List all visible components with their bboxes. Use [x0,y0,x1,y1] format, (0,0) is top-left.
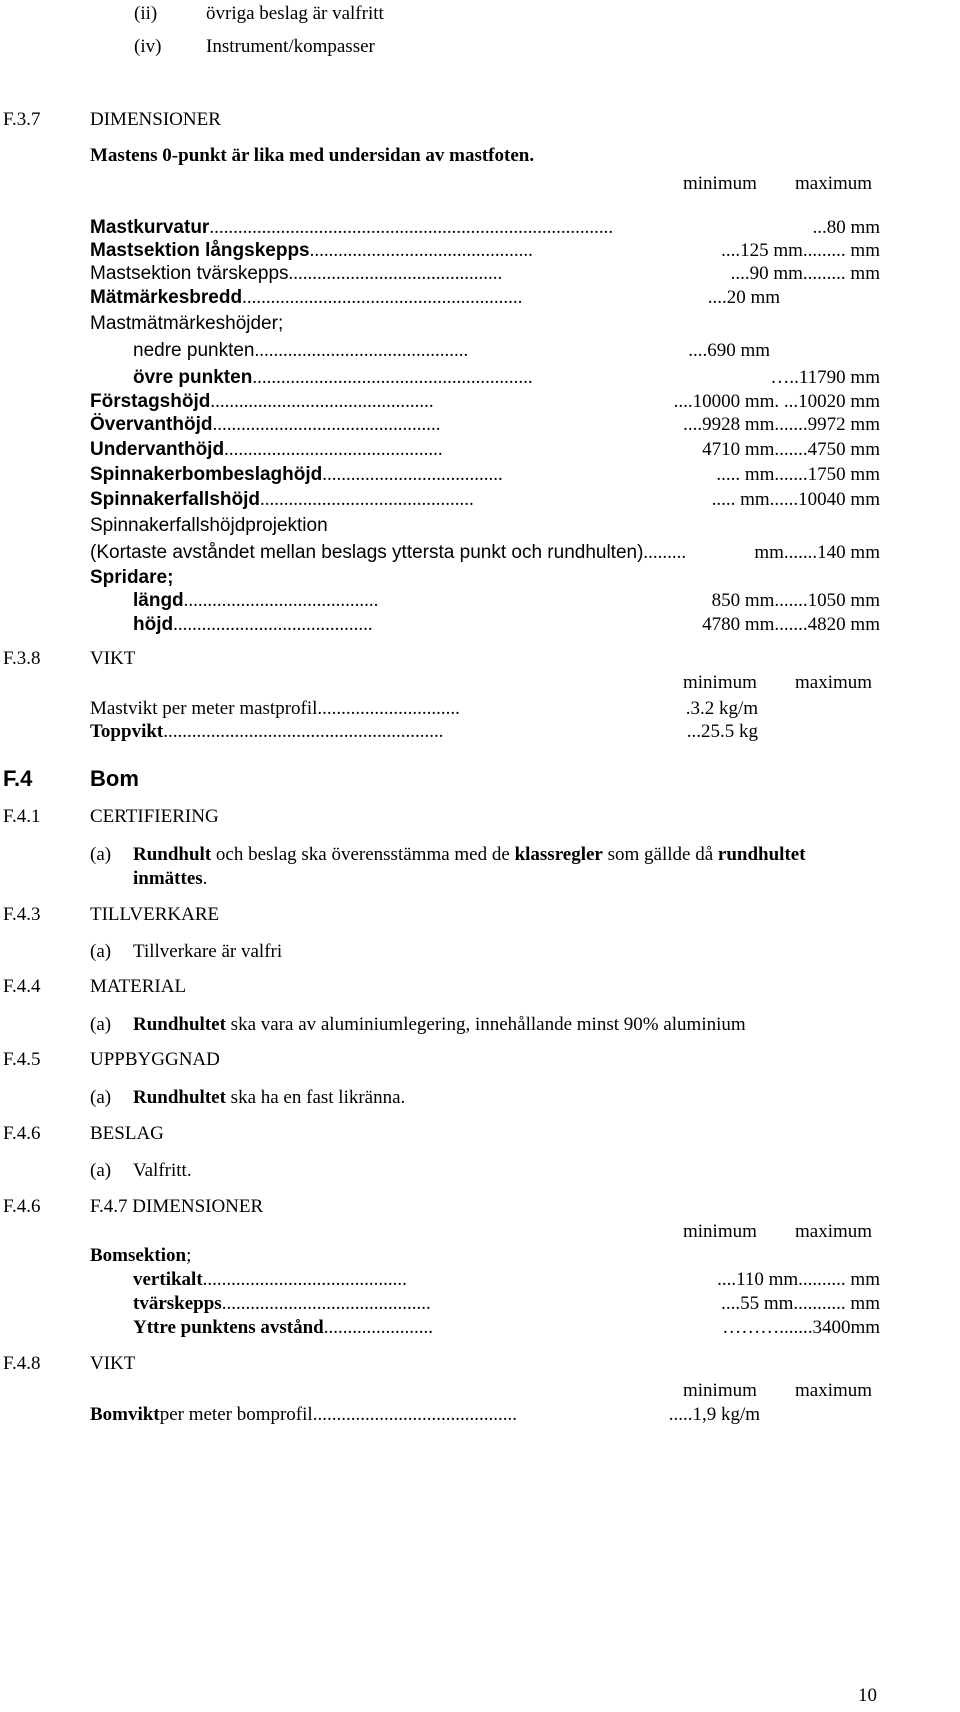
row-dots: ................................................ [212,415,441,434]
dim-row [90,218,880,237]
section-number: F.4.6 [3,1123,41,1144]
row-label: höjd [133,614,174,635]
row-label: Mastsektion tvärskepps [90,263,289,284]
col-header-min: minimum [683,173,757,194]
rule-part: . [202,868,208,889]
row-values: ...80 mm [812,217,880,238]
dim-row [90,440,880,459]
dim-row [133,591,880,610]
item-marker: (a) [90,1014,112,1035]
row-dots: ............................................ [221,1294,431,1313]
bomvikt-row [90,1405,760,1424]
col-header-min: minimum [683,1380,757,1401]
rule-part: ska ha en fast likränna. [225,1087,406,1108]
row-dots: ............................................. [259,490,474,509]
row-values: …..11790 mm [770,367,880,388]
section-title: VIKT [90,648,136,669]
row-values: ....9928 mm.......9972 mm [683,414,880,435]
row-values: ....90 mm......... mm [730,263,880,284]
row-label: Förstagshöjd [90,391,211,412]
dim-row [90,288,780,307]
dim-subheading: Spridare; [90,567,174,588]
dim-row [133,368,880,387]
row-dots: ............................................... [210,392,434,411]
dim-row [90,415,880,434]
row-dots: ........................................... [202,1270,407,1289]
row-label-rest: per meter bomprofil [159,1404,313,1425]
row-dots: ......... [643,543,687,562]
row-label: Mastsektion långskepps [90,240,310,261]
row-dots: ........................................................... [242,288,523,307]
row-label: Bomsektion [90,1245,187,1266]
dim-subheading: Spinnakerfallshöjdprojektion [90,515,328,536]
row-dots: ........................................... [312,1405,517,1424]
chapter-number: F.4 [3,766,33,791]
section-number: F.3.8 [3,648,41,669]
rule-text [133,1015,746,1034]
row-dots: ........................................................... [252,368,533,387]
dim-subheading: Mastmätmärkeshöjder; [90,313,284,334]
row-values: ....10000 mm. ...10020 mm [673,391,880,412]
section-title: DIMENSIONER [90,109,221,130]
rule-part: ska vara av aluminiumlegering, innehållande minst 90% aluminium [225,1014,746,1035]
section-title: F.4.7 DIMENSIONER [90,1196,264,1217]
row-label: nedre punkten [133,340,255,361]
rule-text [133,845,806,864]
row-label: Yttre punktens avstånd [133,1317,324,1338]
row-label: tvärskepps [133,1293,222,1314]
row-dots: ..................................................................................... [209,218,614,237]
row-dots: ......................................... [183,591,379,610]
row-dots: .............................................. [224,440,443,459]
dim-row [133,341,770,360]
row-label: övre punkten [133,367,253,388]
row-values: ……….......3400mm [722,1317,880,1338]
row-label: Spinnakerfallshöjd [90,489,260,510]
row-label: Toppvikt [90,721,164,742]
row-label: Övervanthöjd [90,414,213,435]
row-values: ....125 mm......... mm [721,240,880,261]
row-values: ....55 mm........... mm [721,1293,880,1314]
row-dots: ............................................. [254,341,469,360]
row-label: Mastkurvatur [90,217,210,238]
rule-term: Rundhultet [133,1014,226,1035]
dim-row [90,465,880,484]
row-values: ..... mm.......1750 mm [716,464,880,485]
row-dots: .............................. [317,699,460,718]
note-text: Mastens 0-punkt är lika med undersidan av mastfoten. [90,145,535,166]
row-suffix: ; [186,1245,192,1266]
row-label: Mastvikt per meter mastprofil [90,698,318,719]
section-title: TILLVERKARE [90,904,220,925]
section-title: MATERIAL [90,976,187,997]
rule-term: Rundhult [133,844,212,865]
col-header-min: minimum [683,672,757,693]
dim-row [90,264,880,283]
section-title: CERTIFIERING [90,806,219,827]
list-num-iv: (iv) [134,36,162,57]
rule-part: som gällde då [602,844,718,865]
bom-row [133,1270,880,1289]
rule-term: Rundhultet [133,1087,226,1108]
row-dots: ............................................... [309,241,533,260]
bom-row [133,1294,880,1313]
rule-part: och beslag ska överensstämma med de [211,844,515,865]
section-number: F.4.8 [3,1353,41,1374]
row-dots: ....................... [323,1318,433,1337]
row-label: Bomvikt [90,1404,160,1425]
row-values: .....1,9 kg/m [668,1404,760,1425]
vikt-row [90,722,758,741]
row-values: ..... mm......10040 mm [711,489,880,510]
section-title: VIKT [90,1353,136,1374]
list-text-iv: Instrument/kompasser [206,36,375,57]
col-header-max: maximum [795,672,873,693]
row-label: Undervanthöjd [90,439,225,460]
dim-row [90,490,880,509]
dim-row [133,615,880,634]
item-marker: (a) [90,844,112,865]
row-label: Mätmärkesbredd [90,287,243,308]
section-title: UPPBYGGNAD [90,1049,220,1070]
list-num-ii: (ii) [134,3,158,24]
row-values: .3.2 kg/m [685,698,758,719]
rule-term: klassregler [514,844,603,865]
col-header-max: maximum [795,173,873,194]
row-values: ....20 mm [707,287,780,308]
item-marker: (a) [90,941,112,962]
section-number: F.4.6 [3,1196,41,1217]
row-values: ...25.5 kg [686,721,758,742]
page-number: 10 [858,1685,877,1706]
row-label: Spinnakerbombeslaghöjd [90,464,323,485]
row-dots: ............................................. [288,264,503,283]
rule-text-cont [133,869,207,888]
dim-row [90,392,880,411]
list-text-ii: övriga beslag är valfritt [206,3,384,24]
row-values: mm.......140 mm [754,542,880,563]
row-values: 4780 mm.......4820 mm [702,614,880,635]
row-values: 850 mm.......1050 mm [711,590,880,611]
item-marker: (a) [90,1160,112,1181]
row-dots: ........................................................... [163,722,444,741]
section-number: F.4.4 [3,976,41,997]
bom-row [133,1318,880,1337]
section-number: F.4.5 [3,1049,41,1070]
section-number: F.4.3 [3,904,41,925]
rule-term: inmättes [133,868,203,889]
vikt-row [90,699,758,718]
chapter-title: Bom [90,766,139,791]
col-header-max: maximum [795,1380,873,1401]
row-dots: .......................................... [173,615,373,634]
row-dots: ...................................... [322,465,503,484]
rule-text: Tillverkare är valfri [133,941,283,962]
row-values: ....690 mm [688,340,770,361]
section-number: F.4.1 [3,806,41,827]
rule-text: Valfritt. [133,1160,192,1181]
rule-text [133,1088,405,1107]
section-number: F.3.7 [3,109,41,130]
row-label: vertikalt [133,1269,203,1290]
section-title: BESLAG [90,1123,164,1144]
bom-subheading [90,1246,191,1265]
col-header-max: maximum [795,1221,873,1242]
rule-term: rundhultet [717,844,806,865]
row-values: ....110 mm.......... mm [717,1269,880,1290]
dim-row [90,543,880,562]
row-label: (Kortaste avståndet mellan beslags yttersta punkt och rundhulten) [90,542,644,563]
col-header-min: minimum [683,1221,757,1242]
row-label: längd [133,590,184,611]
dim-row [90,241,880,260]
row-values: 4710 mm.......4750 mm [702,439,880,460]
item-marker: (a) [90,1087,112,1108]
